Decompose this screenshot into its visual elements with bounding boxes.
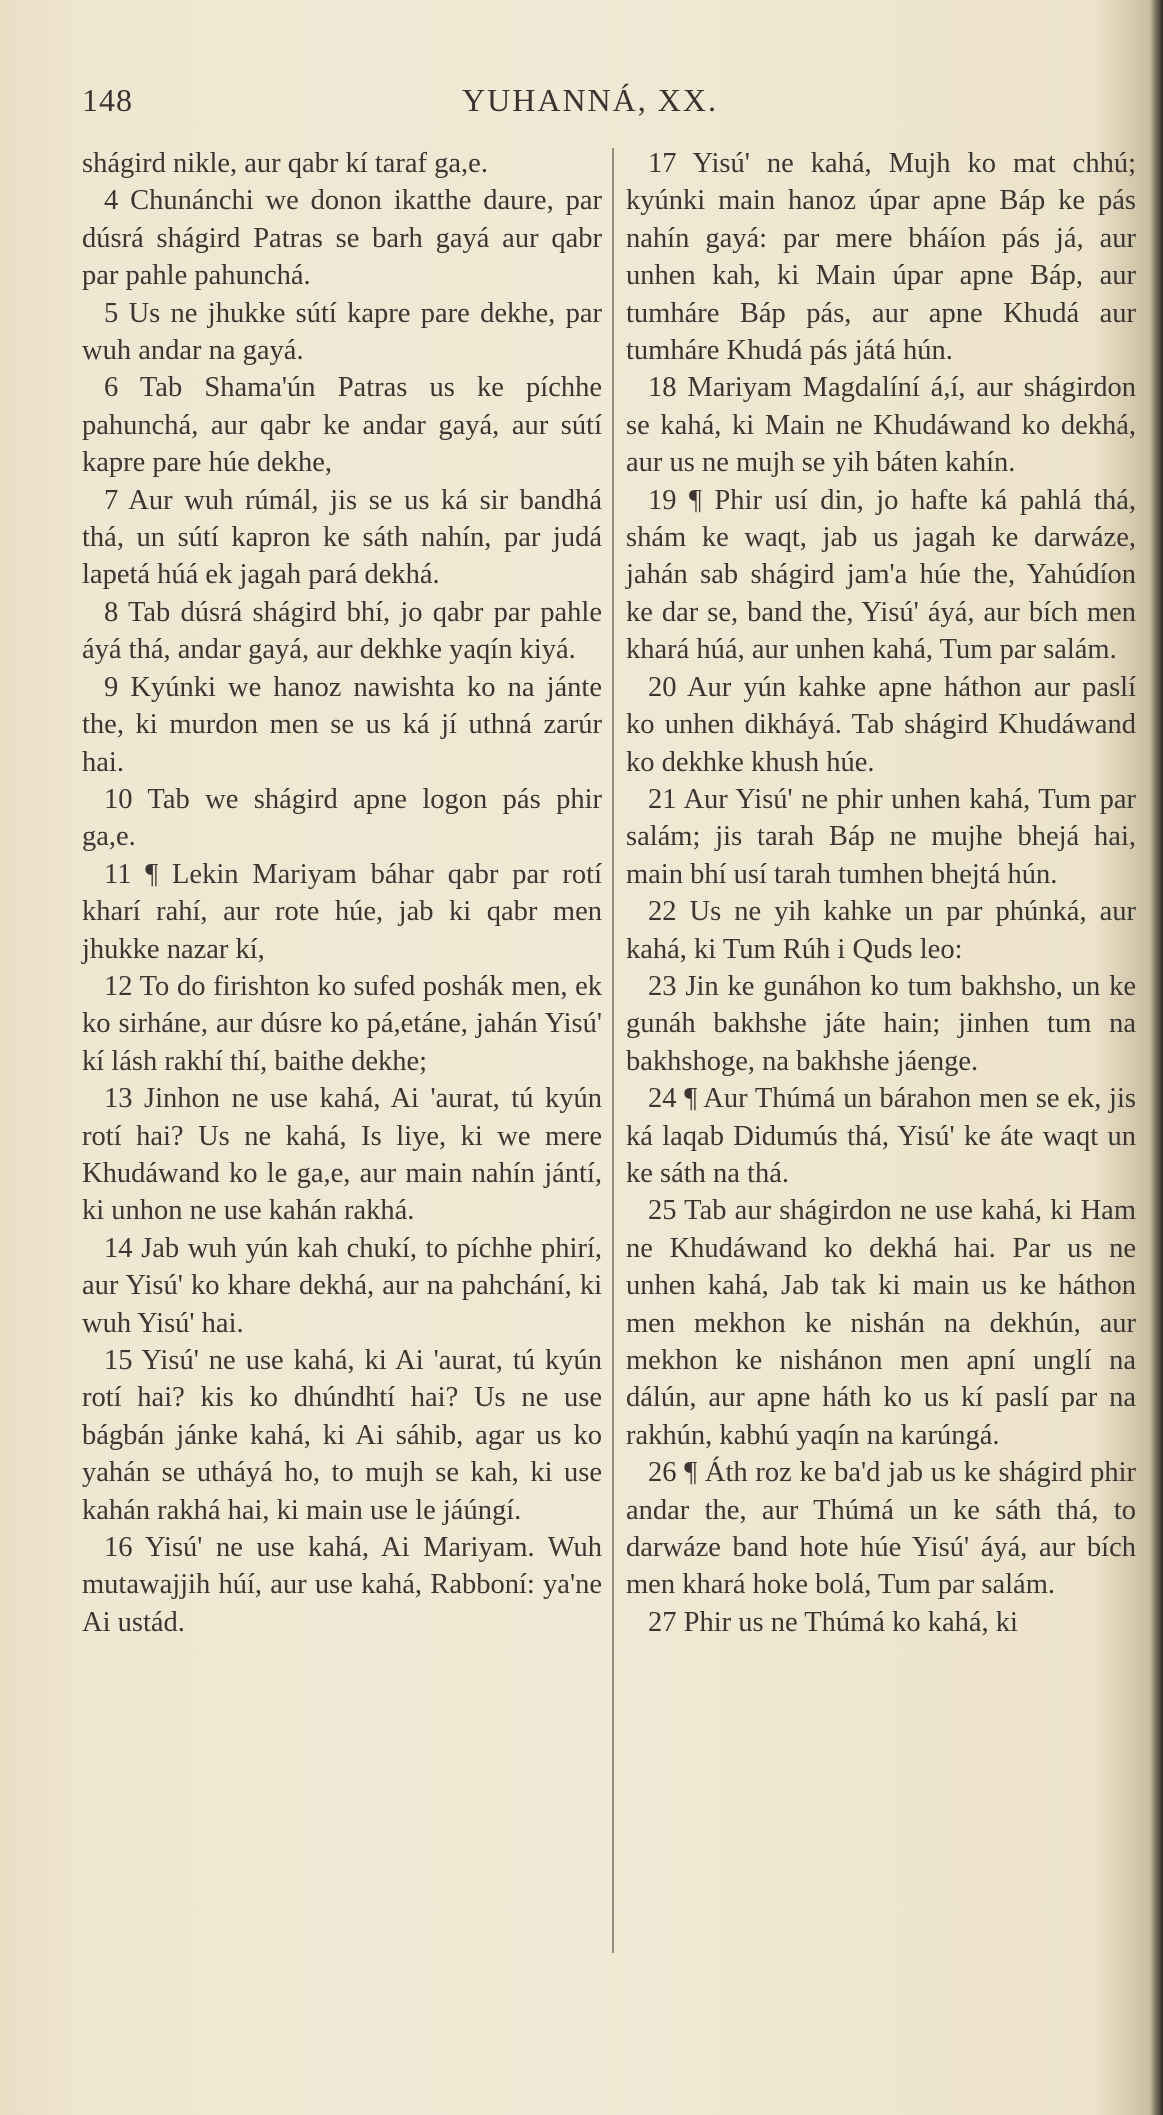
verse-4: 4 Chunánchi we donon ikatthe daure, par dúsrá shágird Patras se barh gayá aur qabr par pahle pahunchá. [82,185,602,292]
page-edge-shadow [1149,0,1163,2115]
verse-6: 6 Tab Shama'ún Patras us ke píchhe pahunchá, aur qabr ke andar gayá, aur sútí kapre pare húe dekhe, [82,372,602,479]
verse-14: 14 Jab wuh yún kah chukí, to píchhe phirí, aur Yisú' ko khare dekhá, aur na pahchání, ki wuh Yisú' hai. [82,1232,602,1339]
verse-20: 20 Aur yún kahke apne háthon aur paslí ko unhen dikháyá. Tab shágird Khudáwand ko dekhke khush húe. [626,671,1136,778]
verse-21: 21 Aur Yisú' ne phir unhen kahá, Tum par salám; jis tarah Báp ne mujhe bhejá hai, main bhí usí tarah tumhen bhejtá hún. [626,783,1136,890]
verse-26: 26 ¶ Áth roz ke ba'd jab us ke shágird phir andar the, aur Thúmá un ke sáth thá, to darwáze band hote húe Yisú' áyá, aur bích men khará hoke bolá, Tum par salám. [626,1457,1136,1601]
verse-27: 27 Phir us ne Thúmá ko kahá, ki [648,1606,1018,1638]
verse-continuation: shágird nikle, aur qabr kí taraf ga,e. [82,148,488,179]
verse-8: 8 Tab dúsrá shágird bhí, jo qabr par pahle áyá thá, andar gayá, aur dekhke yaqín kiyá. [82,596,602,666]
column-divider [612,148,614,1953]
page-header [82,82,1082,132]
verse-7: 7 Aur wuh rúmál, jis se us ká sir bandhá thá, un sútí kapron ke sáth nahín, par judá lapetá húá ek jagah pará dekhá. [82,484,602,591]
right-text-column [626,145,1136,1641]
verse-17: 17 Yisú' ne kahá, Mujh ko mat chhú; kyúnki main hanoz úpar apne Báp ke pás nahín gayá: par mere bháíon pás já, aur unhen kah, ki Main úpar apne Báp, aur tumháre Báp pás, aur apne Khudá aur tumháre Khudá pás játá hún. [626,148,1136,367]
verse-23: 23 Jin ke gunáhon ko tum bakhsho, un ke gunáh bakhshe játe hain; jinhen tum na bakhshoge, na bakhshe jáenge. [626,970,1136,1077]
left-text-column [82,145,602,1641]
page-number: 148 [82,82,133,118]
running-title: YUHANNÁ, XX. [462,82,718,118]
verse-16: 16 Yisú' ne use kahá, Ai Mariyam. Wuh mutawajjih húí, aur use kahá, Rabboní: ya'ne Ai ustád. [82,1532,602,1638]
verse-12: 12 To do firishton ko sufed poshák men, ek ko sirháne, aur dúsre ko pá,etáne, jahán Yisú' kí lásh rakhí thí, baithe dekhe; [82,970,602,1077]
verse-19: 19 ¶ Phir usí din, jo hafte ká pahlá thá, shám ke waqt, jab us jagah ke darwáze, jahán sab shágird jam'a húe the, Yahúdíon ke dar se, band the, Yisú' áyá, aur bích men khará húá, aur unhen kahá, Tum par salám. [626,484,1136,666]
verse-9: 9 Kyúnki we hanoz nawishta ko na jánte the, ki murdon men se us ká jí uthná zarúr hai. [82,671,602,778]
verse-25: 25 Tab aur shágirdon ne use kahá, ki Ham ne Khudáwand ko dekhá hai. Par us ne unhen kahá, Jab tak ki main us ke háthon men mekhon ke nishán na dekhún, aur mekhon ke nishánon men apní unglí na dálún, aur apne háth ko us kí paslí par na rakhún, kabhú yaqín na karúngá. [626,1195,1136,1451]
verse-15: 15 Yisú' ne use kahá, ki Ai 'aurat, tú kyún rotí hai? kis ko dhúndhtí hai? Us ne use bágbán jánke kahá, ki Ai sáhib, agar us ko yahán se utháyá ho, to mujh se kah, ki use kahán rakhá hai, ki main use le jáúngí. [82,1345,602,1526]
verse-11: 11 ¶ Lekin Mariyam báhar qabr par rotí kharí rahí, aur rote húe, jab ki qabr men jhukke nazar kí, [82,858,602,965]
verse-5: 5 Us ne jhukke sútí kapre pare dekhe, par wuh andar na gayá. [82,297,602,367]
verse-18: 18 Mariyam Magdalíní á,í, aur shágirdon se kahá, ki Main ne Khudáwand ko dekhá, aur us ne mujh se yih báten kahín. [626,372,1136,479]
verse-13: 13 Jinhon ne use kahá, Ai 'aurat, tú kyún rotí hai? Us ne kahá, Is liye, ki we mere Khudáwand ko le ga,e, aur main nahín jántí, ki unhon ne use kahán rakhá. [82,1083,602,1227]
verse-24: 24 ¶ Aur Thúmá un bárahon men se ek, jis ká laqab Didumús thá, Yisú' ke áte waqt un ke sáth na thá. [626,1083,1136,1189]
verse-10: 10 Tab we shágird apne logon pás phir ga,e. [82,783,602,853]
verse-22: 22 Us ne yih kahke un par phúnká, aur kahá, ki Tum Rúh i Quds leo: [626,896,1136,965]
